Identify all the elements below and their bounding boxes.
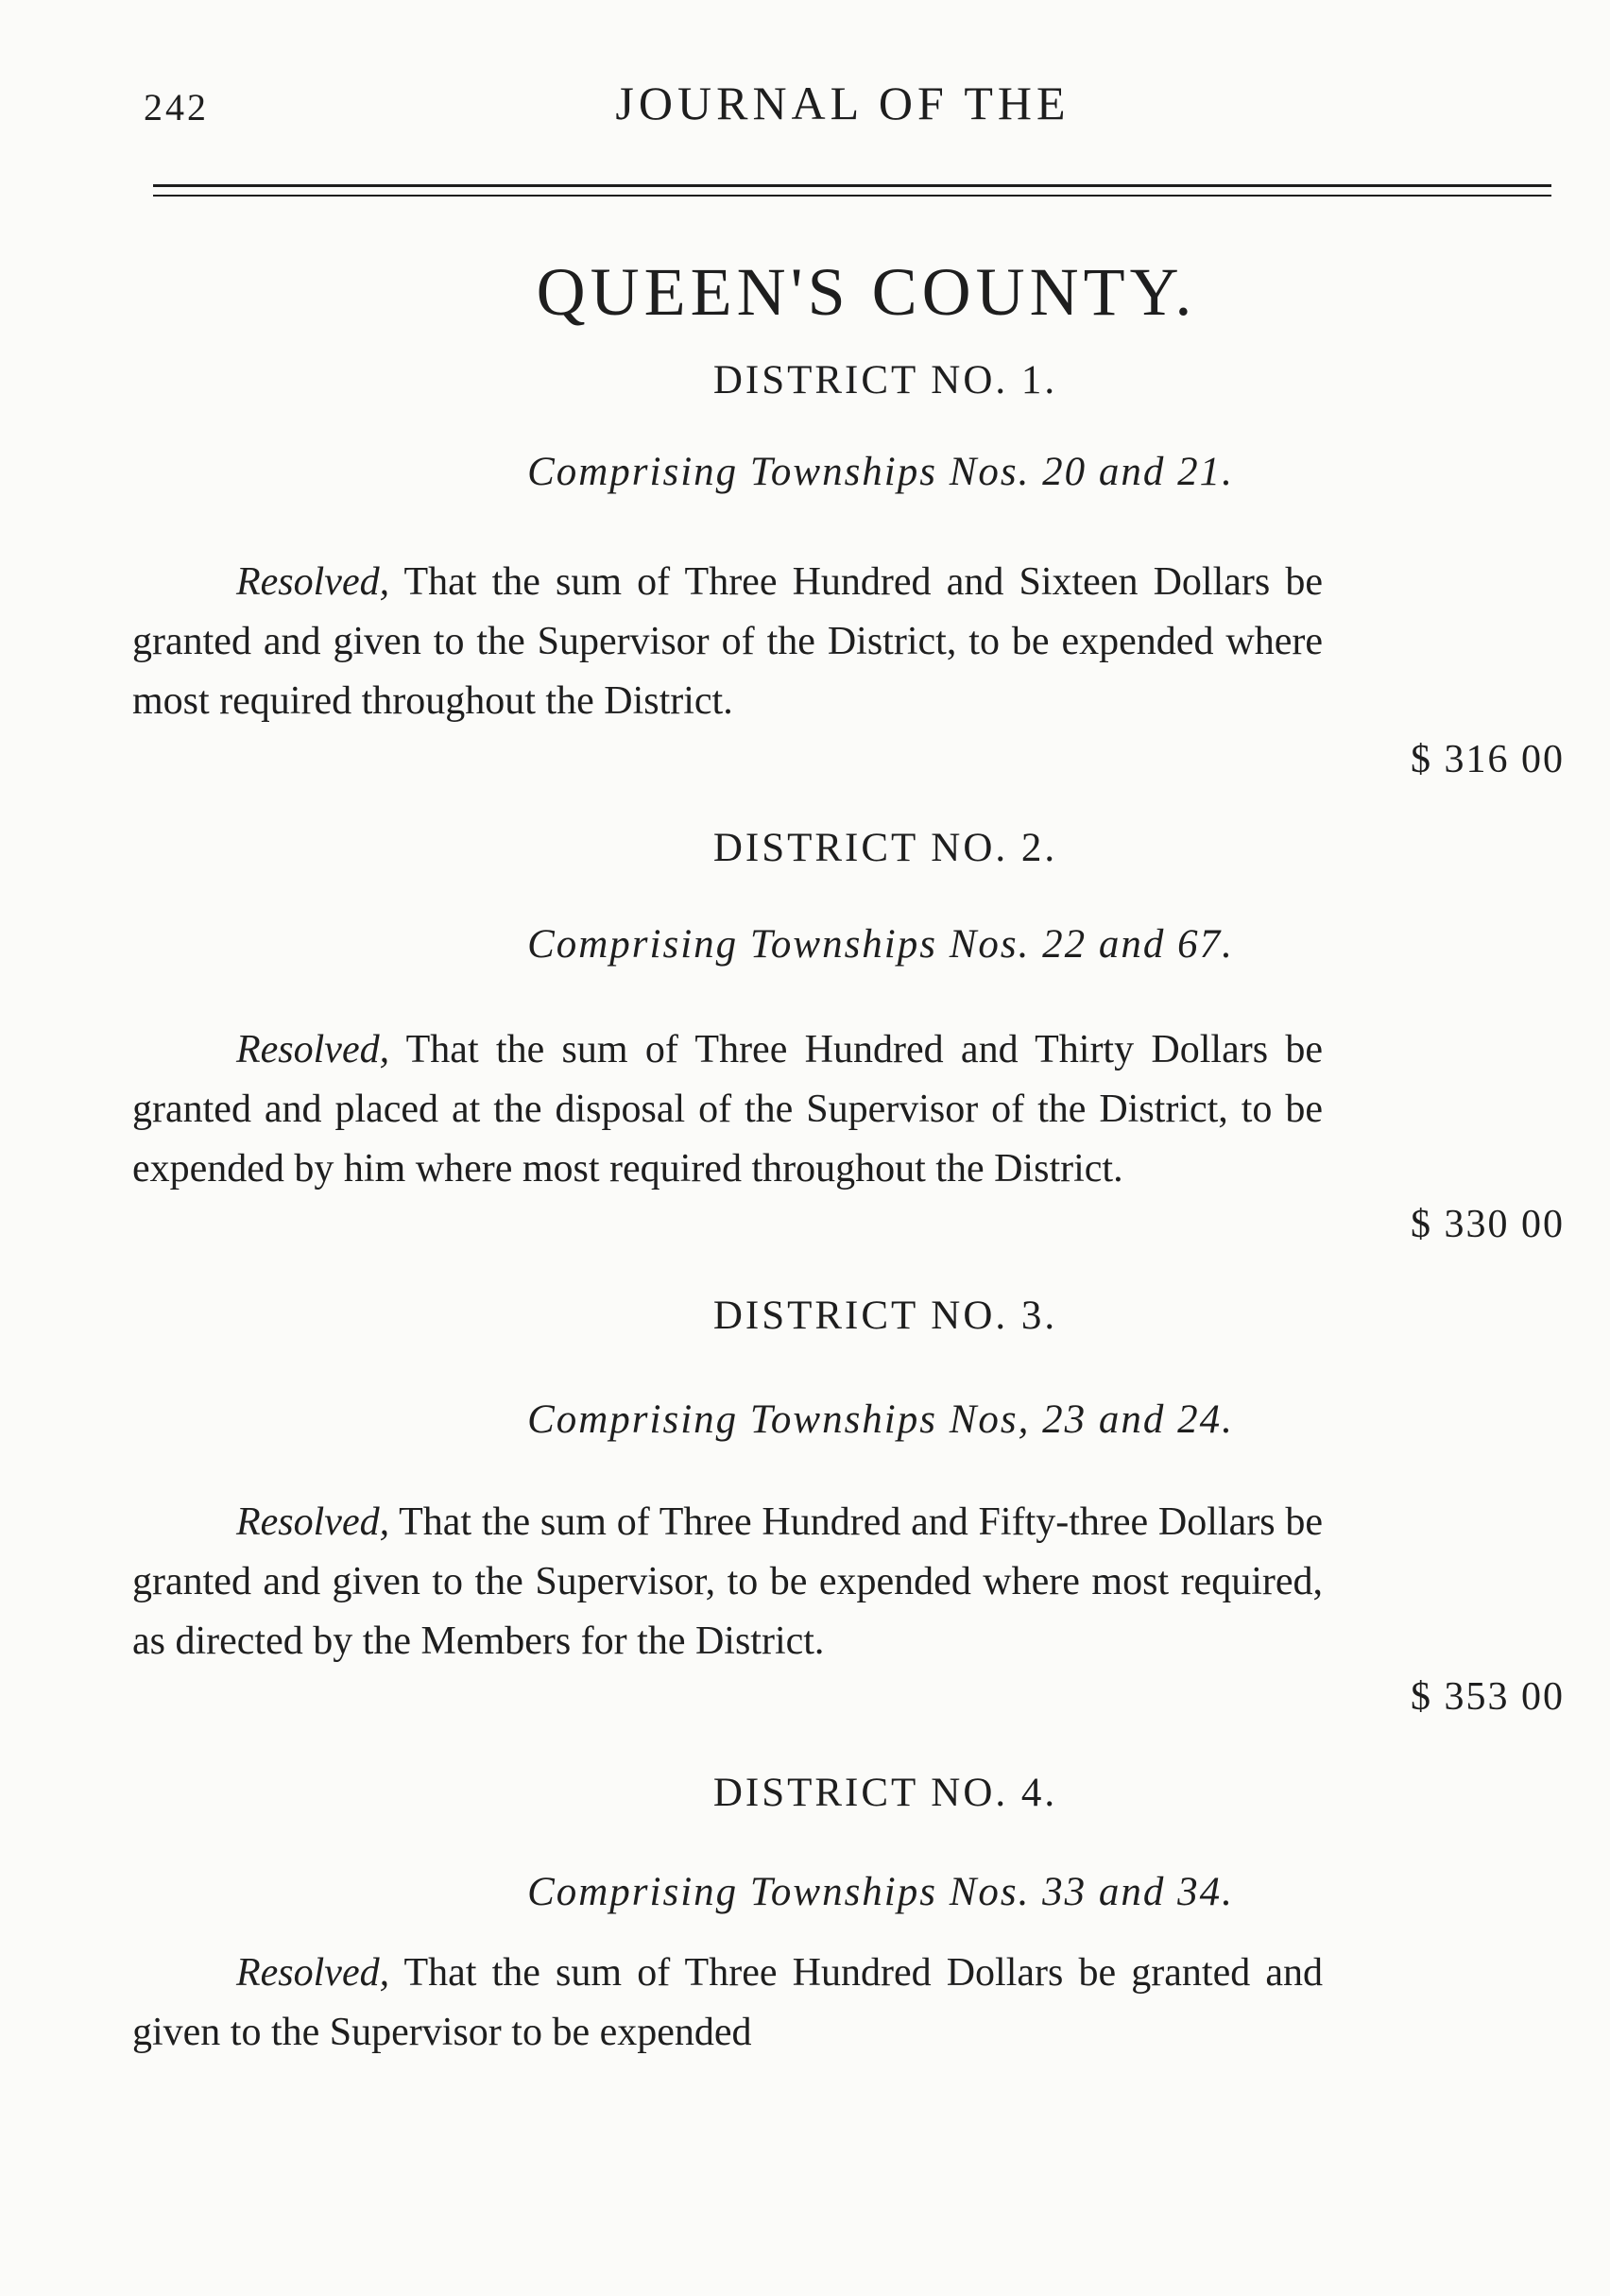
resolution-text: That the sum of Three Hundred Dollars be granted and given to the Supervisor to be expended <box>132 1951 1324 2054</box>
district-townships: Comprising Townships Nos. 20 and 21. <box>527 450 1234 494</box>
district-heading: DISTRICT NO. 2. <box>712 826 1058 870</box>
district-townships: Comprising Townships Nos. 33 and 34. <box>527 1870 1234 1914</box>
resolution-text: That the sum of Three Hundred and Sixteen Dollars be granted and given to the Supervisor of the District, to be expended where most required throughout the District. <box>132 560 1323 723</box>
resolution-paragraph <box>132 553 1323 731</box>
resolution-text: That the sum of Three Hundred and Fifty-three Dollars be granted and given to the Supervisor, to be expended where most required, as directed by the Members for the District. <box>132 1500 1323 1663</box>
resolved-label: Resolved, <box>236 1951 390 1995</box>
header-rule <box>153 184 1551 187</box>
district-heading: DISTRICT NO. 1. <box>712 358 1058 403</box>
resolution-text: That the sum of Three Hundred and Thirty Dollars be granted and placed at the disposal of the Supervisor of the District, to be expended by him where most required throughout the District. <box>132 1028 1324 1191</box>
county-title: QUEEN'S COUNTY. <box>536 254 1197 330</box>
grant-amount: $ 353 00 <box>1411 1675 1565 1719</box>
district-heading: DISTRICT NO. 3. <box>712 1294 1058 1338</box>
grant-amount: $ 330 00 <box>1411 1203 1565 1246</box>
page-number: 242 <box>144 86 209 129</box>
district-heading: DISTRICT NO. 4. <box>712 1771 1058 1815</box>
resolution-paragraph <box>132 1944 1323 2063</box>
header-rule-thin <box>153 195 1551 197</box>
resolved-label: Resolved, <box>236 1500 390 1544</box>
resolved-label: Resolved, <box>236 1028 390 1071</box>
grant-amount: $ 316 00 <box>1411 738 1565 781</box>
resolved-label: Resolved, <box>236 560 390 604</box>
resolution-paragraph <box>132 1020 1323 1199</box>
district-townships: Comprising Townships Nos, 23 and 24. <box>527 1397 1234 1442</box>
running-head: JOURNAL OF THE <box>615 77 1070 129</box>
district-townships: Comprising Townships Nos. 22 and 67. <box>527 922 1234 967</box>
resolution-paragraph <box>132 1493 1323 1671</box>
